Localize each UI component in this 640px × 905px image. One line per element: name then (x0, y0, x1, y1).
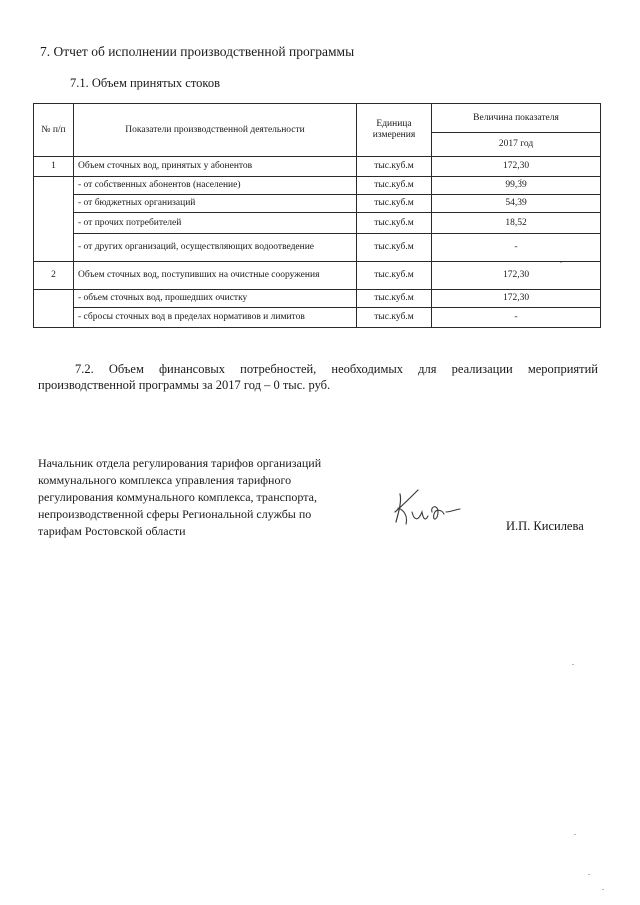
table-row (34, 290, 601, 308)
row-unit: тыс.куб.м (357, 213, 432, 234)
row-value: 172,30 (432, 290, 601, 308)
table-row (34, 308, 601, 328)
row-indicator: - от бюджетных организаций (74, 195, 357, 213)
financial-needs-note (38, 361, 598, 393)
row-unit: тыс.куб.м (357, 262, 432, 290)
row-unit: тыс.куб.м (357, 234, 432, 262)
row-value: 54,39 (432, 195, 601, 213)
signer-position-line: тарифам Ростовской области (38, 524, 186, 538)
financial-needs-note-line: производственной программы за 2017 год – 0 тыс. руб. (38, 378, 331, 392)
table-header-row (34, 104, 601, 133)
signer-position-line: коммунального комплекса управления тарифного (38, 473, 292, 487)
scan-speck (560, 262, 562, 263)
row-value: 172,30 (432, 262, 601, 290)
table-row (34, 234, 601, 262)
sewage-volume-table (33, 103, 601, 328)
scan-speck (520, 179, 522, 180)
scan-speck (588, 874, 590, 875)
subsection-heading: 7.1. Объем принятых стоков (70, 76, 220, 90)
header-indicator: Показатели производственной деятельности (74, 104, 357, 157)
row-value: 18,52 (432, 213, 601, 234)
signer-position (38, 455, 368, 540)
scan-speck (602, 889, 604, 890)
row-indicator: Объем сточных вод, поступивших на очистные сооружения (74, 262, 357, 290)
row-indicator: - объем сточных вод, прошедших очистку (74, 290, 357, 308)
row-value: 99,39 (432, 177, 601, 195)
signer-name: И.П. Кисилева (506, 519, 584, 533)
row-indicator: Объем сточных вод, принятых у абонентов (74, 157, 357, 177)
header-value-group: Величина показателя (432, 104, 601, 133)
row-value: 172,30 (432, 157, 601, 177)
row-indicator: - от других организаций, осуществляющих водоотведение (74, 234, 357, 262)
row-number: 2 (34, 262, 74, 290)
signer-position-line: регулирования коммунального комплекса, транспорта, (38, 490, 317, 504)
header-unit: Единица измерения (357, 104, 432, 157)
header-number: № п/п (34, 104, 74, 157)
row-unit: тыс.куб.м (357, 177, 432, 195)
row-unit: тыс.куб.м (357, 157, 432, 177)
row-value: - (432, 234, 601, 262)
row-unit: тыс.куб.м (357, 195, 432, 213)
table-row (34, 157, 601, 177)
row-number: 1 (34, 157, 74, 177)
signer-position-line: непроизводственной сферы Региональной службы по (38, 507, 312, 521)
row-indicator: - от собственных абонентов (население) (74, 177, 357, 195)
row-unit: тыс.куб.м (357, 290, 432, 308)
handwritten-signature (390, 482, 470, 532)
table-row (34, 177, 601, 195)
table-row (34, 262, 601, 290)
row-indicator: - от прочих потребителей (74, 213, 357, 234)
signer-position-line: Начальник отдела регулирования тарифов организаций (38, 456, 322, 470)
financial-needs-note-line: 7.2. Объем финансовых потребностей, необходимых для реализации мероприятий (75, 362, 598, 376)
row-value: - (432, 308, 601, 328)
row-number (34, 177, 74, 262)
scan-speck (572, 664, 574, 665)
row-number (34, 290, 74, 328)
row-indicator: - сбросы сточных вод в пределах нормативов и лимитов (74, 308, 357, 328)
table-row (34, 195, 601, 213)
section-heading: 7. Отчет об исполнении производственной программы (40, 44, 355, 59)
table-row (34, 213, 601, 234)
header-year: 2017 год (432, 133, 601, 157)
scan-speck (574, 834, 576, 835)
row-unit: тыс.куб.м (357, 308, 432, 328)
